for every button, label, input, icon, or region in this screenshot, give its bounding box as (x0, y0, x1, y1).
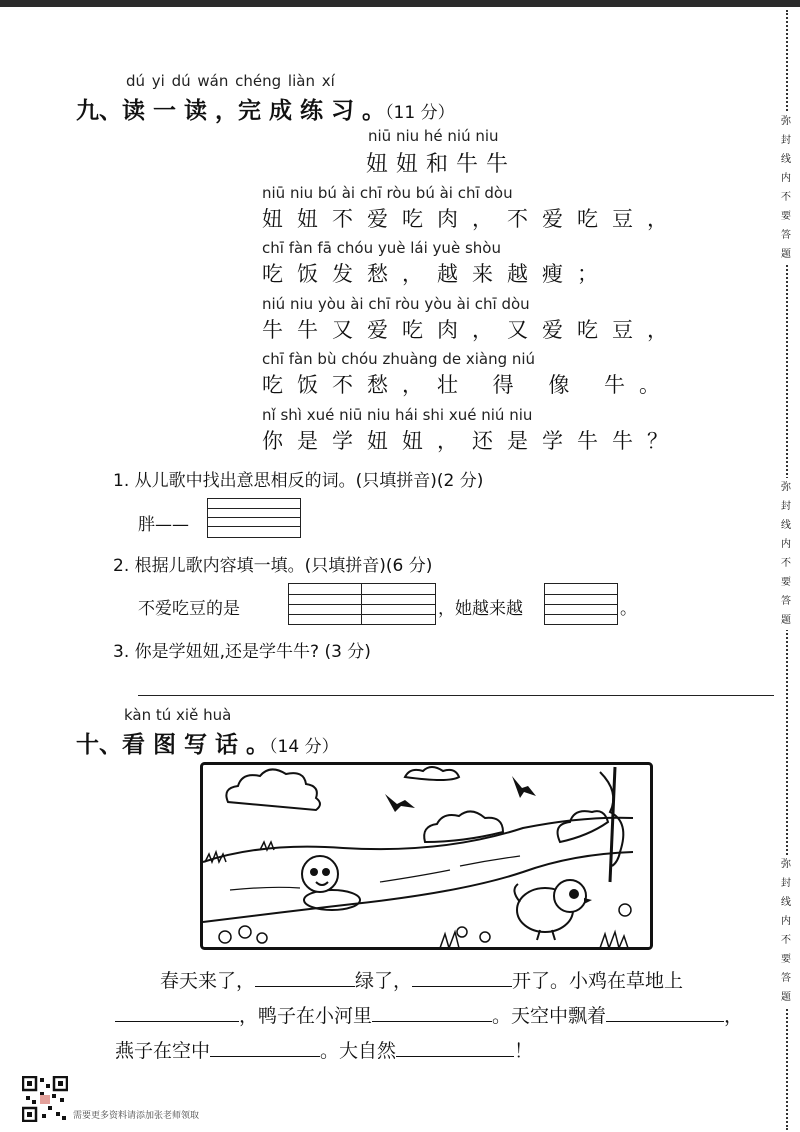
q2-part-3: 。 (620, 599, 637, 619)
question-1: 1. 从儿歌中找出意思相反的词。(只填拼音)(2 分) (113, 471, 484, 491)
q2-part-1: 不爱吃豆的是 (138, 599, 240, 619)
poem-line-1-pinyin: niū niu bú ài chī ròu bú ài chī dòu (262, 184, 513, 202)
poem-title: 妞妞和牛牛 (366, 152, 517, 177)
section9-number: 九、 (76, 98, 122, 124)
poem-line-4: 吃饭不愁，壮 得 像 牛。 (262, 373, 675, 397)
writing-line-1-b: 绿了， (355, 970, 413, 992)
poem-line-2: 吃饭发愁，越来越瘦； (262, 262, 612, 286)
spring-scene-picture (200, 762, 653, 950)
writing-blank-7[interactable] (396, 1036, 514, 1057)
writing-line-3 (115, 1036, 533, 1063)
section10-title-text: 看 图 写 话 。 (122, 732, 270, 758)
writing-line-1-c: 开了。小鸡在草地上 (512, 970, 684, 992)
top-border (0, 0, 800, 7)
writing-line-2-c: ， (724, 1005, 744, 1027)
q2-part-2: ，她越来越 (438, 599, 523, 619)
writing-blank-2[interactable] (412, 966, 512, 987)
writing-line-2-a: ，鸭子在小河里 (239, 1005, 373, 1027)
writing-line-2 (115, 1001, 743, 1028)
writing-line-1-a: 春天来了， (160, 970, 256, 992)
writing-blank-4[interactable] (372, 1001, 492, 1022)
question-2: 2. 根据儿歌内容填一填。(只填拼音)(6 分) (113, 556, 433, 576)
section10-title-pinyin: kàn tú xiě huà (124, 706, 232, 724)
poem-title-pinyin: niū niu hé niú niu (368, 127, 499, 145)
qr-code-icon (22, 1076, 68, 1122)
seal-text-2: 弥 封 线 内 不 要 答 题 (777, 478, 795, 630)
writing-blank-5[interactable] (606, 1001, 724, 1022)
writing-line-2-b: 。天空中飘着 (492, 1005, 607, 1027)
footer-text: 需要更多资料请添加张老师领取 (73, 1111, 200, 1121)
q3-answer-line[interactable] (138, 695, 774, 696)
writing-blank-3[interactable] (115, 1001, 239, 1022)
poem-line-2-pinyin: chī fàn fā chóu yuè lái yuè shòu (262, 239, 501, 257)
poem-line-5-pinyin: nǐ shì xué niū niu hái shi xué niú niu (262, 406, 533, 424)
writing-line-3-c: ！ (514, 1040, 534, 1062)
section9-score: （11 分） (385, 103, 455, 123)
writing-line-1 (160, 966, 683, 993)
writing-blank-6[interactable] (210, 1036, 320, 1057)
question-3: 3. 你是学妞妞,还是学牛牛? (3 分) (113, 642, 371, 662)
section9-title (76, 92, 455, 125)
poem-line-3: 牛牛又爱吃肉，又爱吃豆， (262, 318, 682, 342)
section9-title-pinyin: dú yi dú wán chéng liàn xí (126, 72, 335, 90)
writing-blank-1[interactable] (255, 966, 355, 987)
q2-pinyin-answer-box-2[interactable] (544, 583, 618, 625)
writing-line-3-a: 燕子在空中 (115, 1040, 211, 1062)
seal-text-1: 弥 封 线 内 不 要 答 题 (777, 112, 795, 264)
section10-score: （14 分） (269, 737, 339, 757)
poem-line-3-pinyin: niú niu yòu ài chī ròu yòu ài chī dòu (262, 295, 530, 313)
q2-pinyin-answer-box-1[interactable] (288, 583, 436, 625)
seal-text-3: 弥 封 线 内 不 要 答 题 (777, 855, 795, 1007)
poem-line-5: 你是学妞妞，还是学牛牛？ (262, 429, 682, 453)
section10-number: 十、 (76, 732, 122, 758)
poem-line-1: 妞妞不爱吃肉，不爱吃豆， (262, 207, 682, 231)
writing-line-3-b: 。大自然 (320, 1040, 397, 1062)
poem-line-4-pinyin: chī fàn bù chóu zhuàng de xiàng niú (262, 350, 536, 368)
q1-pinyin-answer-box[interactable] (207, 498, 301, 538)
section10-title (76, 726, 339, 759)
section9-title-text: 读 一 读 ，完 成 练 习 。 (122, 98, 386, 124)
q1-word-label: 胖—— (138, 515, 189, 535)
